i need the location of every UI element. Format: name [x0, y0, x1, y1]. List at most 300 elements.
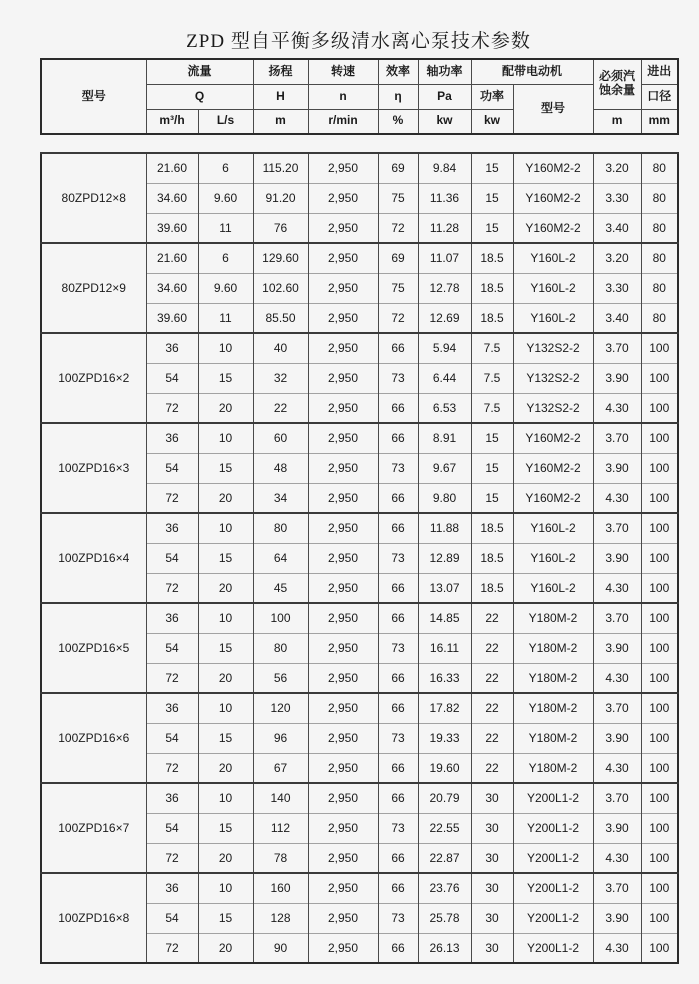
npsh-cell: 4.30 [593, 393, 641, 423]
motor-power-cell: 15 [471, 183, 513, 213]
npsh-cell: 4.30 [593, 843, 641, 873]
motor-model-cell: Y180M-2 [513, 693, 593, 723]
flow-ls-cell: 20 [198, 933, 253, 963]
shaft-power-cell: 6.53 [418, 393, 471, 423]
efficiency-cell: 66 [378, 393, 418, 423]
efficiency-cell: 73 [378, 723, 418, 753]
shaft-power-cell: 17.82 [418, 693, 471, 723]
motor-power-cell: 22 [471, 693, 513, 723]
motor-model-cell: Y132S2-2 [513, 363, 593, 393]
flow-ls-cell: 15 [198, 633, 253, 663]
flow-ls-cell: 15 [198, 453, 253, 483]
header-motor-power: 功率 [471, 84, 513, 109]
efficiency-cell: 73 [378, 453, 418, 483]
flow-ls-cell: 15 [198, 903, 253, 933]
port-diameter-cell: 100 [641, 573, 678, 603]
efficiency-cell: 73 [378, 363, 418, 393]
port-diameter-cell: 100 [641, 813, 678, 843]
flow-ls-cell: 6 [198, 243, 253, 273]
motor-power-cell: 15 [471, 423, 513, 453]
motor-model-cell: Y160M2-2 [513, 183, 593, 213]
efficiency-cell: 66 [378, 423, 418, 453]
npsh-cell: 4.30 [593, 483, 641, 513]
flow-m3h-cell: 72 [146, 573, 198, 603]
port-diameter-cell: 100 [641, 633, 678, 663]
motor-power-cell: 30 [471, 903, 513, 933]
npsh-cell: 3.90 [593, 453, 641, 483]
port-diameter-cell: 80 [641, 273, 678, 303]
shaft-power-cell: 23.76 [418, 873, 471, 903]
pump-model-cell: 80ZPD12×8 [41, 153, 146, 243]
speed-cell: 2,950 [308, 183, 378, 213]
flow-ls-cell: 10 [198, 783, 253, 813]
flow-ls-cell: 20 [198, 483, 253, 513]
port-diameter-cell: 100 [641, 423, 678, 453]
shaft-power-cell: 12.89 [418, 543, 471, 573]
head-cell: 48 [253, 453, 308, 483]
head-cell: 22 [253, 393, 308, 423]
motor-model-cell: Y160M2-2 [513, 453, 593, 483]
speed-cell: 2,950 [308, 363, 378, 393]
efficiency-cell: 66 [378, 843, 418, 873]
pump-model-cell: 100ZPD16×2 [41, 333, 146, 423]
motor-power-cell: 22 [471, 753, 513, 783]
shaft-power-cell: 5.94 [418, 333, 471, 363]
head-cell: 128 [253, 903, 308, 933]
flow-m3h-cell: 36 [146, 603, 198, 633]
flow-ls-cell: 20 [198, 843, 253, 873]
port-diameter-cell: 80 [641, 183, 678, 213]
flow-m3h-cell: 36 [146, 423, 198, 453]
port-diameter-cell: 100 [641, 903, 678, 933]
speed-cell: 2,950 [308, 423, 378, 453]
speed-cell: 2,950 [308, 813, 378, 843]
efficiency-cell: 75 [378, 273, 418, 303]
shaft-power-cell: 11.88 [418, 513, 471, 543]
header-speed-symbol: n [308, 84, 378, 109]
head-cell: 102.60 [253, 273, 308, 303]
port-diameter-cell: 100 [641, 363, 678, 393]
flow-ls-cell: 15 [198, 813, 253, 843]
shaft-power-cell: 20.79 [418, 783, 471, 813]
page-title: ZPD 型自平衡多级清水离心泵技术参数 [186, 31, 531, 52]
head-cell: 91.20 [253, 183, 308, 213]
head-cell: 112 [253, 813, 308, 843]
shaft-power-cell: 6.44 [418, 363, 471, 393]
flow-m3h-cell: 36 [146, 693, 198, 723]
speed-cell: 2,950 [308, 693, 378, 723]
efficiency-cell: 73 [378, 633, 418, 663]
shaft-power-cell: 16.11 [418, 633, 471, 663]
motor-power-cell: 22 [471, 663, 513, 693]
shaft-power-cell: 11.28 [418, 213, 471, 243]
flow-m3h-cell: 36 [146, 333, 198, 363]
pump-model-cell: 80ZPD12×9 [41, 243, 146, 333]
motor-power-cell: 22 [471, 723, 513, 753]
speed-cell: 2,950 [308, 483, 378, 513]
header-port-line2: 口径 [641, 84, 678, 109]
table-row [41, 333, 678, 363]
header-unit-npsh-m: m [593, 109, 641, 134]
flow-m3h-cell: 34.60 [146, 183, 198, 213]
flow-m3h-cell: 54 [146, 363, 198, 393]
port-diameter-cell: 100 [641, 933, 678, 963]
motor-power-cell: 18.5 [471, 303, 513, 333]
motor-power-cell: 18.5 [471, 573, 513, 603]
port-diameter-cell: 80 [641, 243, 678, 273]
speed-cell: 2,950 [308, 333, 378, 363]
header-motor: 配带电动机 [471, 59, 593, 84]
shaft-power-cell: 13.07 [418, 573, 471, 603]
flow-m3h-cell: 39.60 [146, 303, 198, 333]
port-diameter-cell: 100 [641, 543, 678, 573]
head-cell: 90 [253, 933, 308, 963]
header-head-symbol: H [253, 84, 308, 109]
header-unit-rmin: r/min [308, 109, 378, 134]
head-cell: 60 [253, 423, 308, 453]
pump-model-cell: 100ZPD16×6 [41, 693, 146, 783]
npsh-cell: 3.70 [593, 423, 641, 453]
speed-cell: 2,950 [308, 633, 378, 663]
motor-model-cell: Y200L1-2 [513, 843, 593, 873]
flow-ls-cell: 20 [198, 573, 253, 603]
speed-cell: 2,950 [308, 573, 378, 603]
table-row [41, 873, 678, 903]
npsh-cell: 4.30 [593, 663, 641, 693]
motor-model-cell: Y200L1-2 [513, 873, 593, 903]
port-diameter-cell: 100 [641, 753, 678, 783]
motor-power-cell: 18.5 [471, 243, 513, 273]
flow-m3h-cell: 54 [146, 633, 198, 663]
header-efficiency-symbol: η [378, 84, 418, 109]
npsh-cell: 3.40 [593, 303, 641, 333]
speed-cell: 2,950 [308, 153, 378, 183]
motor-power-cell: 7.5 [471, 393, 513, 423]
flow-m3h-cell: 72 [146, 663, 198, 693]
header-unit-shaft-kw: kw [418, 109, 471, 134]
motor-power-cell: 30 [471, 813, 513, 843]
efficiency-cell: 73 [378, 543, 418, 573]
data-table [40, 152, 679, 964]
efficiency-cell: 66 [378, 483, 418, 513]
flow-m3h-cell: 54 [146, 723, 198, 753]
head-cell: 32 [253, 363, 308, 393]
table-row [41, 513, 678, 543]
npsh-cell: 4.30 [593, 753, 641, 783]
efficiency-cell: 72 [378, 303, 418, 333]
shaft-power-cell: 12.69 [418, 303, 471, 333]
motor-model-cell: Y180M-2 [513, 633, 593, 663]
shaft-power-cell: 9.84 [418, 153, 471, 183]
shaft-power-cell: 8.91 [418, 423, 471, 453]
motor-model-cell: Y132S2-2 [513, 333, 593, 363]
flow-m3h-cell: 39.60 [146, 213, 198, 243]
npsh-cell: 3.70 [593, 603, 641, 633]
speed-cell: 2,950 [308, 843, 378, 873]
shaft-power-cell: 9.80 [418, 483, 471, 513]
flow-ls-cell: 15 [198, 723, 253, 753]
motor-model-cell: Y180M-2 [513, 723, 593, 753]
flow-m3h-cell: 21.60 [146, 153, 198, 183]
motor-model-cell: Y200L1-2 [513, 903, 593, 933]
npsh-cell: 3.90 [593, 633, 641, 663]
head-cell: 129.60 [253, 243, 308, 273]
speed-cell: 2,950 [308, 303, 378, 333]
head-cell: 80 [253, 633, 308, 663]
motor-power-cell: 22 [471, 633, 513, 663]
head-cell: 67 [253, 753, 308, 783]
flow-m3h-cell: 72 [146, 933, 198, 963]
motor-model-cell: Y160L-2 [513, 243, 593, 273]
flow-m3h-cell: 54 [146, 453, 198, 483]
npsh-cell: 3.70 [593, 333, 641, 363]
motor-power-cell: 30 [471, 873, 513, 903]
flow-ls-cell: 10 [198, 333, 253, 363]
table-row [41, 243, 678, 273]
header-flow: 流量 [146, 59, 253, 84]
flow-ls-cell: 10 [198, 423, 253, 453]
shaft-power-cell: 11.07 [418, 243, 471, 273]
flow-ls-cell: 6 [198, 153, 253, 183]
speed-cell: 2,950 [308, 753, 378, 783]
head-cell: 115.20 [253, 153, 308, 183]
header-unit-percent: % [378, 109, 418, 134]
pump-model-cell: 100ZPD16×5 [41, 603, 146, 693]
header-unit-motor-kw: kw [471, 109, 513, 134]
table-row [41, 423, 678, 453]
head-cell: 100 [253, 603, 308, 633]
port-diameter-cell: 100 [641, 603, 678, 633]
motor-power-cell: 7.5 [471, 363, 513, 393]
motor-power-cell: 30 [471, 843, 513, 873]
flow-ls-cell: 10 [198, 693, 253, 723]
motor-model-cell: Y200L1-2 [513, 933, 593, 963]
head-cell: 34 [253, 483, 308, 513]
head-cell: 40 [253, 333, 308, 363]
head-cell: 78 [253, 843, 308, 873]
speed-cell: 2,950 [308, 513, 378, 543]
speed-cell: 2,950 [308, 273, 378, 303]
efficiency-cell: 66 [378, 693, 418, 723]
npsh-cell: 3.70 [593, 513, 641, 543]
speed-cell: 2,950 [308, 663, 378, 693]
port-diameter-cell: 100 [641, 693, 678, 723]
header-flow-symbol: Q [146, 84, 253, 109]
port-diameter-cell: 80 [641, 153, 678, 183]
efficiency-cell: 69 [378, 153, 418, 183]
header-motor-model: 型号 [513, 84, 593, 134]
motor-model-cell: Y180M-2 [513, 663, 593, 693]
shaft-power-cell: 22.55 [418, 813, 471, 843]
speed-cell: 2,950 [308, 723, 378, 753]
shaft-power-cell: 22.87 [418, 843, 471, 873]
speed-cell: 2,950 [308, 543, 378, 573]
motor-model-cell: Y132S2-2 [513, 393, 593, 423]
motor-model-cell: Y160L-2 [513, 273, 593, 303]
flow-ls-cell: 10 [198, 513, 253, 543]
efficiency-cell: 66 [378, 573, 418, 603]
npsh-cell: 3.70 [593, 783, 641, 813]
head-cell: 76 [253, 213, 308, 243]
flow-m3h-cell: 72 [146, 753, 198, 783]
shaft-power-cell: 12.78 [418, 273, 471, 303]
header-shaft-power: 轴功率 [418, 59, 471, 84]
head-cell: 56 [253, 663, 308, 693]
motor-model-cell: Y180M-2 [513, 753, 593, 783]
motor-model-cell: Y160M2-2 [513, 213, 593, 243]
head-cell: 96 [253, 723, 308, 753]
flow-m3h-cell: 34.60 [146, 273, 198, 303]
header-unit-ls: L/s [198, 109, 253, 134]
header-head: 扬程 [253, 59, 308, 84]
head-cell: 85.50 [253, 303, 308, 333]
port-diameter-cell: 100 [641, 723, 678, 753]
port-diameter-cell: 100 [641, 843, 678, 873]
motor-model-cell: Y160M2-2 [513, 483, 593, 513]
motor-model-cell: Y160L-2 [513, 573, 593, 603]
flow-ls-cell: 15 [198, 363, 253, 393]
flow-m3h-cell: 54 [146, 543, 198, 573]
efficiency-cell: 66 [378, 663, 418, 693]
table-row [41, 603, 678, 633]
motor-power-cell: 18.5 [471, 543, 513, 573]
flow-ls-cell: 20 [198, 393, 253, 423]
efficiency-cell: 66 [378, 753, 418, 783]
flow-ls-cell: 20 [198, 663, 253, 693]
shaft-power-cell: 14.85 [418, 603, 471, 633]
head-cell: 80 [253, 513, 308, 543]
speed-cell: 2,950 [308, 453, 378, 483]
flow-m3h-cell: 72 [146, 843, 198, 873]
flow-m3h-cell: 72 [146, 483, 198, 513]
npsh-cell: 3.90 [593, 723, 641, 753]
header-npsh-line1: 必须汽 [599, 69, 636, 84]
pump-model-cell: 100ZPD16×4 [41, 513, 146, 603]
header-unit-head-m: m [253, 109, 308, 134]
efficiency-cell: 66 [378, 873, 418, 903]
efficiency-cell: 73 [378, 813, 418, 843]
npsh-cell: 3.40 [593, 213, 641, 243]
motor-power-cell: 22 [471, 603, 513, 633]
port-diameter-cell: 100 [641, 783, 678, 813]
flow-ls-cell: 9.60 [198, 183, 253, 213]
speed-cell: 2,950 [308, 243, 378, 273]
shaft-power-cell: 11.36 [418, 183, 471, 213]
efficiency-cell: 66 [378, 933, 418, 963]
head-cell: 45 [253, 573, 308, 603]
motor-power-cell: 30 [471, 783, 513, 813]
efficiency-cell: 66 [378, 603, 418, 633]
header-shaft-power-symbol: Pa [418, 84, 471, 109]
flow-m3h-cell: 36 [146, 513, 198, 543]
speed-cell: 2,950 [308, 393, 378, 423]
efficiency-cell: 69 [378, 243, 418, 273]
speed-cell: 2,950 [308, 933, 378, 963]
shaft-power-cell: 19.60 [418, 753, 471, 783]
motor-power-cell: 18.5 [471, 513, 513, 543]
header-unit-m3h: m³/h [146, 109, 198, 134]
npsh-cell: 3.30 [593, 183, 641, 213]
motor-power-cell: 15 [471, 483, 513, 513]
flow-ls-cell: 15 [198, 543, 253, 573]
npsh-cell: 3.20 [593, 243, 641, 273]
pump-model-cell: 100ZPD16×8 [41, 873, 146, 963]
flow-m3h-cell: 72 [146, 393, 198, 423]
motor-model-cell: Y160M2-2 [513, 153, 593, 183]
head-cell: 120 [253, 693, 308, 723]
shaft-power-cell: 26.13 [418, 933, 471, 963]
npsh-cell: 4.30 [593, 573, 641, 603]
port-diameter-cell: 80 [641, 303, 678, 333]
port-diameter-cell: 100 [641, 453, 678, 483]
npsh-cell: 3.30 [593, 273, 641, 303]
flow-ls-cell: 11 [198, 303, 253, 333]
efficiency-cell: 66 [378, 333, 418, 363]
motor-power-cell: 15 [471, 453, 513, 483]
header-speed: 转速 [308, 59, 378, 84]
motor-model-cell: Y160L-2 [513, 513, 593, 543]
motor-model-cell: Y200L1-2 [513, 813, 593, 843]
header-port-line1: 进出 [641, 59, 678, 84]
port-diameter-cell: 100 [641, 483, 678, 513]
motor-power-cell: 15 [471, 213, 513, 243]
port-diameter-cell: 100 [641, 873, 678, 903]
motor-power-cell: 15 [471, 153, 513, 183]
header-pump-model: 型号 [41, 59, 146, 134]
port-diameter-cell: 80 [641, 213, 678, 243]
npsh-cell: 3.20 [593, 153, 641, 183]
motor-model-cell: Y180M-2 [513, 603, 593, 633]
port-diameter-cell: 100 [641, 513, 678, 543]
npsh-cell: 3.70 [593, 873, 641, 903]
efficiency-cell: 72 [378, 213, 418, 243]
npsh-cell: 3.70 [593, 693, 641, 723]
npsh-cell: 3.90 [593, 543, 641, 573]
flow-m3h-cell: 21.60 [146, 243, 198, 273]
motor-model-cell: Y200L1-2 [513, 783, 593, 813]
motor-model-cell: Y160L-2 [513, 303, 593, 333]
speed-cell: 2,950 [308, 783, 378, 813]
efficiency-cell: 66 [378, 783, 418, 813]
head-cell: 160 [253, 873, 308, 903]
port-diameter-cell: 100 [641, 663, 678, 693]
table-row [41, 153, 678, 183]
head-cell: 140 [253, 783, 308, 813]
shaft-power-cell: 25.78 [418, 903, 471, 933]
npsh-cell: 3.90 [593, 363, 641, 393]
header-npsh-line2: 蚀余量 [599, 83, 636, 98]
flow-ls-cell: 10 [198, 603, 253, 633]
header-row-1 [41, 59, 678, 84]
speed-cell: 2,950 [308, 213, 378, 243]
npsh-cell: 4.30 [593, 933, 641, 963]
shaft-power-cell: 19.33 [418, 723, 471, 753]
header-efficiency: 效率 [378, 59, 418, 84]
port-diameter-cell: 100 [641, 333, 678, 363]
speed-cell: 2,950 [308, 903, 378, 933]
flow-m3h-cell: 36 [146, 783, 198, 813]
motor-power-cell: 30 [471, 933, 513, 963]
shaft-power-cell: 16.33 [418, 663, 471, 693]
flow-m3h-cell: 36 [146, 873, 198, 903]
npsh-cell: 3.90 [593, 903, 641, 933]
speed-cell: 2,950 [308, 873, 378, 903]
motor-model-cell: Y160L-2 [513, 543, 593, 573]
motor-model-cell: Y160M2-2 [513, 423, 593, 453]
header-npsh [593, 59, 641, 109]
flow-m3h-cell: 54 [146, 813, 198, 843]
flow-m3h-cell: 54 [146, 903, 198, 933]
